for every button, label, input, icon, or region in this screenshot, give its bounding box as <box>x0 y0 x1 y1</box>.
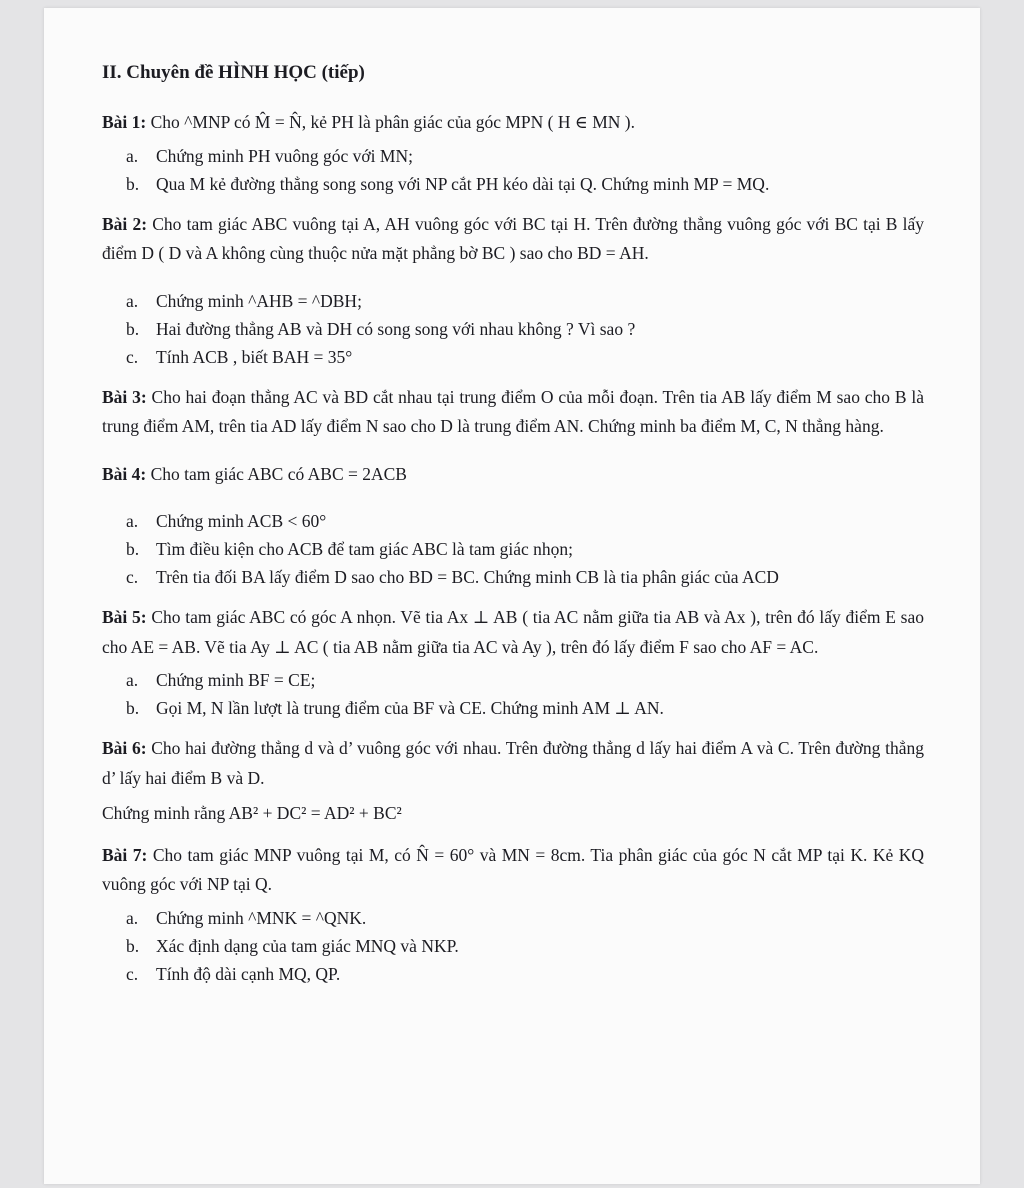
document-page <box>44 8 980 1184</box>
exercise-1-text: Cho ^MNP có M̂ = N̂, kẻ PH là phân giác của góc MPN ( H ∈ MN ). <box>150 112 635 132</box>
exercise-7-item-a <box>126 904 924 932</box>
exercise-1 <box>102 108 924 198</box>
item-text: Chứng minh PH vuông góc với MN; <box>156 145 413 166</box>
exercise-1-item-a <box>126 142 924 170</box>
item-text: Chứng minh ACB < 60° <box>156 511 327 531</box>
exercise-1-statement <box>102 108 924 138</box>
exercise-7-label: Bài 7: <box>102 844 148 865</box>
exercise-2-items <box>126 287 924 371</box>
item-text: Hai đường thẳng AB và DH có song song với nhau không ? Vì sao ? <box>156 318 636 339</box>
exercise-6-proof-statement: Chứng minh rằng AB² + DC² = AD² + BC² <box>102 803 402 823</box>
exercise-4-item-b <box>126 535 924 563</box>
exercise-2-statement <box>102 210 924 269</box>
item-marker: a. <box>126 670 139 690</box>
exercise-5 <box>102 603 924 722</box>
document-content <box>102 62 924 1000</box>
exercise-4 <box>102 460 924 592</box>
exercise-4-text: Cho tam giác ABC có ABC = 2ACB <box>150 463 407 484</box>
exercise-7-item-c <box>126 960 924 988</box>
exercise-7 <box>102 841 924 988</box>
exercise-2-text: Cho tam giác ABC vuông tại A, AH vuông góc với BC tại H. Trên đường thẳng vuông góc với BC tại B lấy điểm D ( D và A không cùng thuộc nửa mặt phẳng bờ BC ) sao cho BD = AH. <box>102 213 924 263</box>
item-marker: b. <box>126 539 140 559</box>
item-text: Qua M kẻ đường thẳng song song với NP cắt PH kéo dài tại Q. Chứng minh MP = MQ. <box>156 173 770 194</box>
item-text: Chứng minh BF = CE; <box>156 670 316 690</box>
exercise-2-item-b <box>126 315 924 343</box>
exercise-1-items <box>126 142 924 198</box>
item-marker: a. <box>126 145 139 166</box>
exercise-4-item-a <box>126 507 924 535</box>
item-marker: c. <box>126 567 139 587</box>
item-text: Trên tia đối BA lấy điểm D sao cho BD = BC. Chứng minh CB là tia phân giác của ACD <box>156 567 779 587</box>
exercise-7-item-b <box>126 932 924 960</box>
exercise-5-label: Bài 5: <box>102 607 147 627</box>
item-text: Chứng minh ^AHB = ^DBH; <box>156 290 362 311</box>
exercise-5-statement <box>102 603 924 662</box>
exercise-4-items <box>126 507 924 591</box>
item-marker: c. <box>126 963 139 984</box>
exercise-7-text: Cho tam giác MNP vuông tại M, có N̂ = 60° và MN = 8cm. Tia phân giác của góc N cắt MP tại K. Kẻ KQ vuông góc với NP tại Q. <box>102 844 924 894</box>
item-text: Tìm điều kiện cho ACB để tam giác ABC là tam giác nhọn; <box>156 539 574 559</box>
exercise-4-statement <box>102 460 924 490</box>
item-marker: a. <box>126 907 139 928</box>
item-marker: b. <box>126 698 140 718</box>
exercise-4-item-c <box>126 563 924 591</box>
exercise-5-item-b <box>126 694 924 722</box>
item-text: Tính ACB , biết BAH = 35° <box>156 346 353 367</box>
item-marker: b. <box>126 318 140 339</box>
item-text: Gọi M, N lần lượt là trung điểm của BF và CE. Chứng minh AM ⊥ AN. <box>156 698 664 718</box>
item-text: Chứng minh ^MNK = ^QNK. <box>156 907 367 928</box>
exercise-3-statement <box>102 383 924 442</box>
exercise-1-label: Bài 1: <box>102 112 147 132</box>
exercise-2 <box>102 210 924 371</box>
exercise-3-label: Bài 3: <box>102 386 147 407</box>
item-marker: a. <box>126 290 139 311</box>
item-marker: c. <box>126 346 139 367</box>
exercise-5-items <box>126 666 924 722</box>
exercise-6-text: Cho hai đường thẳng d và d’ vuông góc với nhau. Trên đường thẳng d lấy hai điểm A và C. Trên đường thẳng d’ lấy hai điểm B và D. <box>102 738 924 788</box>
exercise-7-items <box>126 904 924 988</box>
exercise-6-label: Bài 6: <box>102 738 147 758</box>
item-marker: b. <box>126 173 140 194</box>
exercise-5-item-a <box>126 666 924 694</box>
exercise-6-statement <box>102 734 924 793</box>
exercise-2-item-c <box>126 343 924 371</box>
exercise-6 <box>102 734 924 829</box>
item-text: Tính độ dài cạnh MQ, QP. <box>156 963 341 984</box>
exercise-5-text: Cho tam giác ABC có góc A nhọn. Vẽ tia Ax ⊥ AB ( tia AC nằm giữa tia AB và Ax ), trên đó lấy điểm E sao cho AE = AB. Vẽ tia Ay ⊥ AC ( tia AB nằm giữa tia AC và Ay ), trên đó lấy điểm F sao cho AF = AC. <box>102 607 925 657</box>
item-marker: a. <box>126 511 139 531</box>
item-marker: b. <box>126 935 140 956</box>
section-title: II. Chuyên đề HÌNH HỌC (tiếp) <box>102 62 365 83</box>
exercise-2-label: Bài 2: <box>102 213 148 234</box>
exercise-3 <box>102 383 924 442</box>
exercise-1-item-b <box>126 170 924 198</box>
exercise-4-label: Bài 4: <box>102 463 147 484</box>
exercise-3-text: Cho hai đoạn thẳng AC và BD cắt nhau tại trung điểm O của mỗi đoạn. Trên tia AB lấy điểm M sao cho B là trung điểm AM, trên tia AD lấy điểm N sao cho D là trung điểm AN. Chứng minh ba điểm M, C, N thẳng hàng. <box>102 386 924 436</box>
exercise-2-item-a <box>126 287 924 315</box>
exercise-7-statement <box>102 841 924 900</box>
item-text: Xác định dạng của tam giác MNQ và NKP. <box>156 935 459 956</box>
